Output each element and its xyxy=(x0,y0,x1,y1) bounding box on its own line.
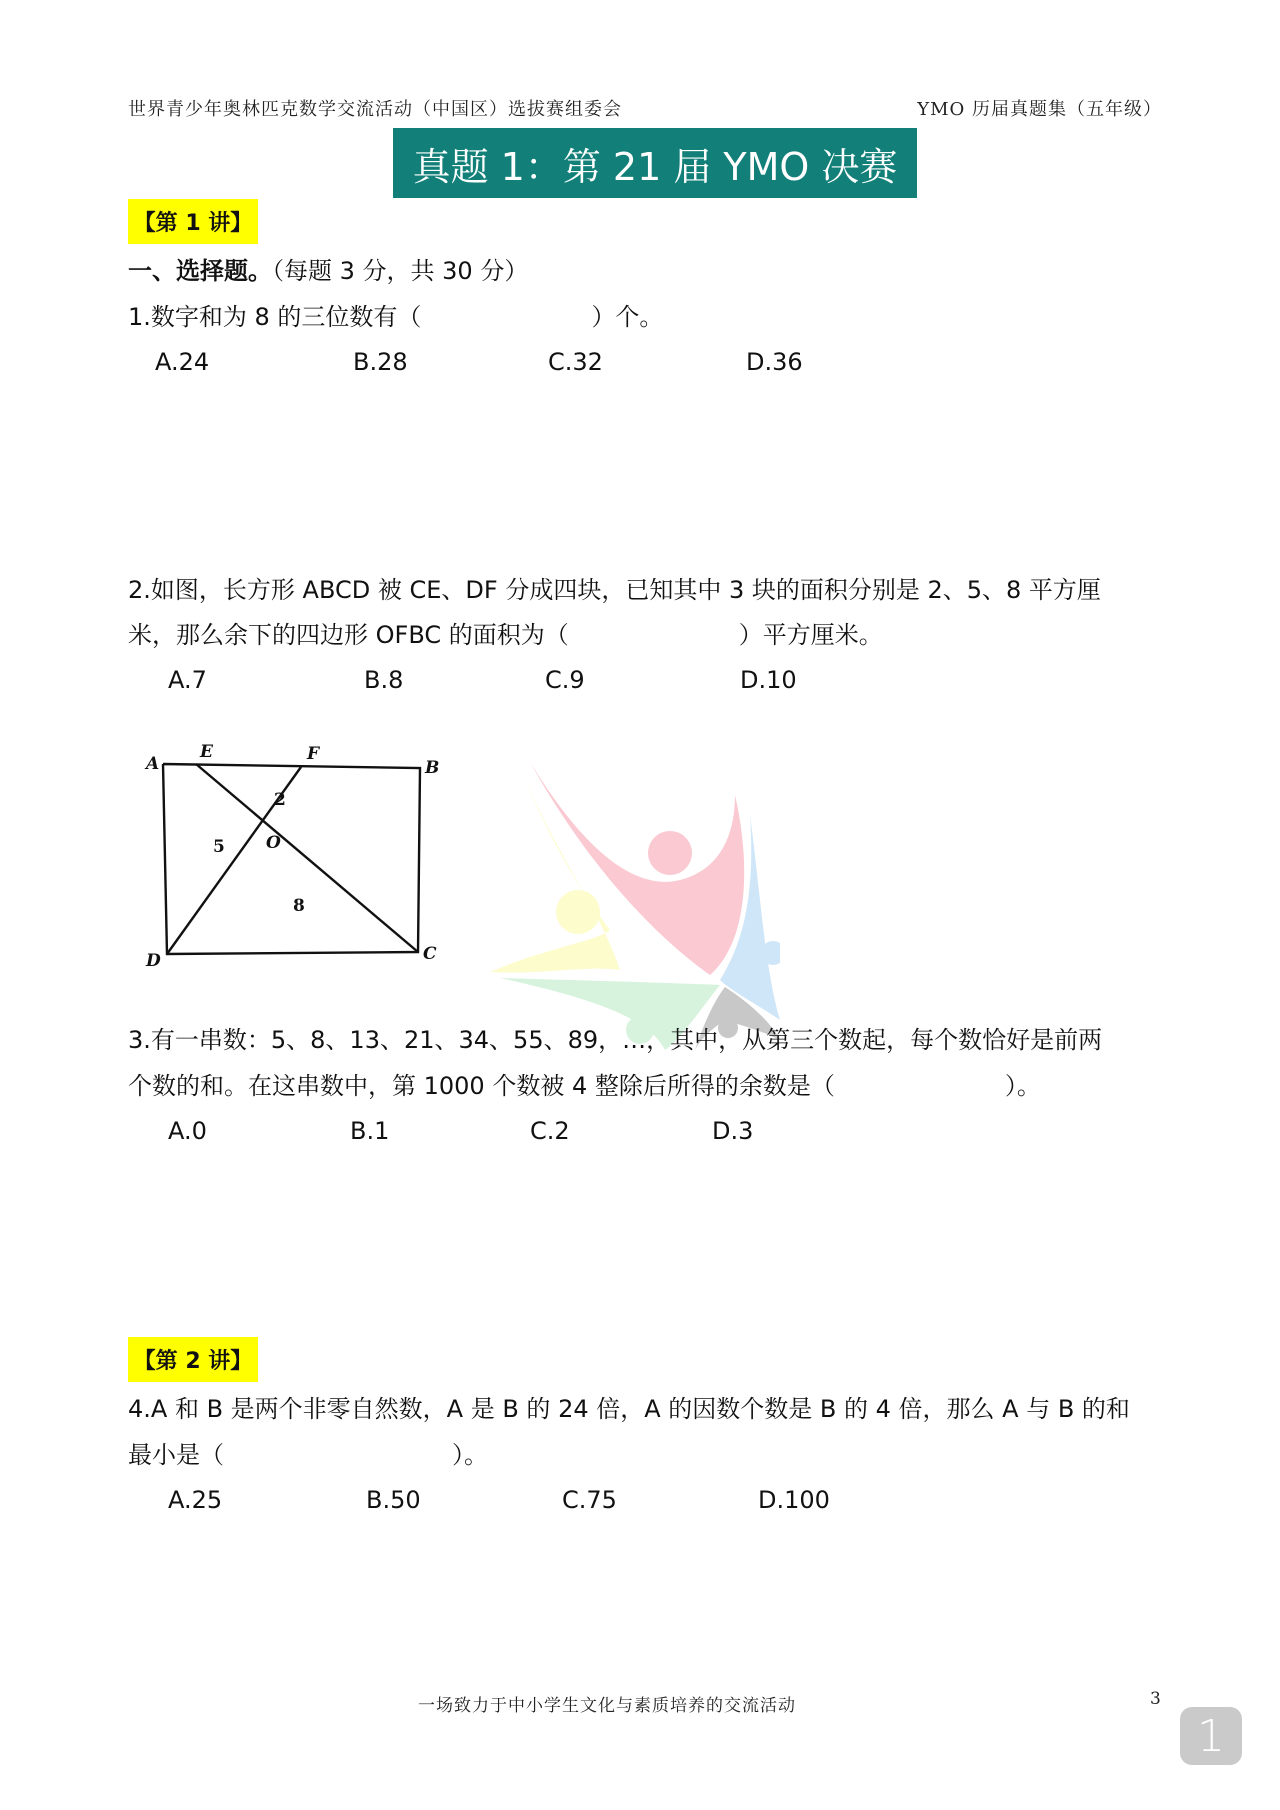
option-a: A.24 xyxy=(155,348,210,376)
area-label-left: 5 xyxy=(213,837,225,857)
option-a: A.25 xyxy=(168,1486,223,1514)
lecture-tag-label: 【第 2 讲】 xyxy=(133,1349,253,1374)
option-b: B.8 xyxy=(364,666,404,694)
header-book-title: YMO 历届真题集（五年级） xyxy=(917,99,1162,120)
question-3-line-1: 3.有一串数：5、8、13、21、34、55、89，…，其中，从第三个数起，每个数恰好是前两 xyxy=(128,1026,1103,1054)
section-note: （每题 3 分，共 30 分） xyxy=(272,257,529,285)
page-number: 3 xyxy=(1150,1689,1162,1709)
question-text: ）平方厘米。 xyxy=(738,621,883,649)
label-d: D xyxy=(146,951,161,971)
label-f: F xyxy=(307,744,320,764)
question-4-line-1: 4.A 和 B 是两个非零自然数，A 是 B 的 24 倍，A 的因数个数是 B 的 4 倍，那么 A 与 B 的和 xyxy=(128,1395,1130,1423)
option-d: D.100 xyxy=(758,1486,830,1514)
page-indicator-label: 1 xyxy=(1197,1710,1225,1762)
section-title: 一、选择题。 xyxy=(128,257,272,285)
option-d: D.10 xyxy=(740,666,797,694)
option-c: C.75 xyxy=(562,1486,617,1514)
question-1 xyxy=(128,302,663,332)
page-indicator-button[interactable] xyxy=(1180,1707,1242,1765)
lecture-tag-1 xyxy=(128,199,258,244)
question-text: 最小是（ xyxy=(128,1441,224,1469)
lecture-tag-2 xyxy=(128,1337,258,1382)
lecture-tag-label: 【第 1 讲】 xyxy=(133,211,253,236)
option-c: C.2 xyxy=(530,1117,570,1145)
section-heading xyxy=(128,256,528,286)
question-text: ）。 xyxy=(1004,1072,1041,1100)
question-text: ）。 xyxy=(452,1441,488,1469)
option-c: C.32 xyxy=(548,348,603,376)
question-text: 1.数字和为 8 的三位数有（ xyxy=(128,303,422,331)
option-b: B.50 xyxy=(366,1486,421,1514)
question-text: 米，那么余下的四边形 OFBC 的面积为（ xyxy=(128,621,569,649)
question-3-line-2 xyxy=(128,1071,1041,1101)
question-4-line-2 xyxy=(128,1440,488,1470)
option-b: B.1 xyxy=(350,1117,390,1145)
option-d: D.36 xyxy=(746,348,803,376)
area-label-bottom: 8 xyxy=(293,896,305,916)
option-b: B.28 xyxy=(353,348,408,376)
label-b: B xyxy=(425,758,440,778)
label-e: E xyxy=(200,742,213,762)
question-text: 个数的和。在这串数中，第 1000 个数被 4 整除后所得的余数是（ xyxy=(128,1072,835,1100)
label-a: A xyxy=(146,754,160,774)
title-banner xyxy=(393,128,917,198)
watermark-logo-icon xyxy=(480,740,780,1050)
question-2-line-1: 2.如图，长方形 ABCD 被 CE、DF 分成四块，已知其中 3 块的面积分别是 2、5、8 平方厘 xyxy=(128,576,1101,604)
option-c: C.9 xyxy=(545,666,585,694)
banner-title: 真题 1：第 21 届 YMO 决赛 xyxy=(412,144,898,189)
footer-slogan: 一场致力于中小学生文化与素质培养的交流活动 xyxy=(418,1696,796,1716)
option-a: A.0 xyxy=(168,1117,207,1145)
question-text: ）个。 xyxy=(591,303,664,331)
header-organizer: 世界青少年奥林匹克数学交流活动（中国区）选拔赛组委会 xyxy=(128,99,622,120)
rectangle-diagram xyxy=(140,740,450,980)
option-a: A.7 xyxy=(168,666,207,694)
question-2-line-2 xyxy=(128,620,883,650)
label-o: O xyxy=(266,833,281,853)
option-d: D.3 xyxy=(712,1117,754,1145)
area-label-top: 2 xyxy=(274,790,286,810)
label-c: C xyxy=(423,944,437,964)
